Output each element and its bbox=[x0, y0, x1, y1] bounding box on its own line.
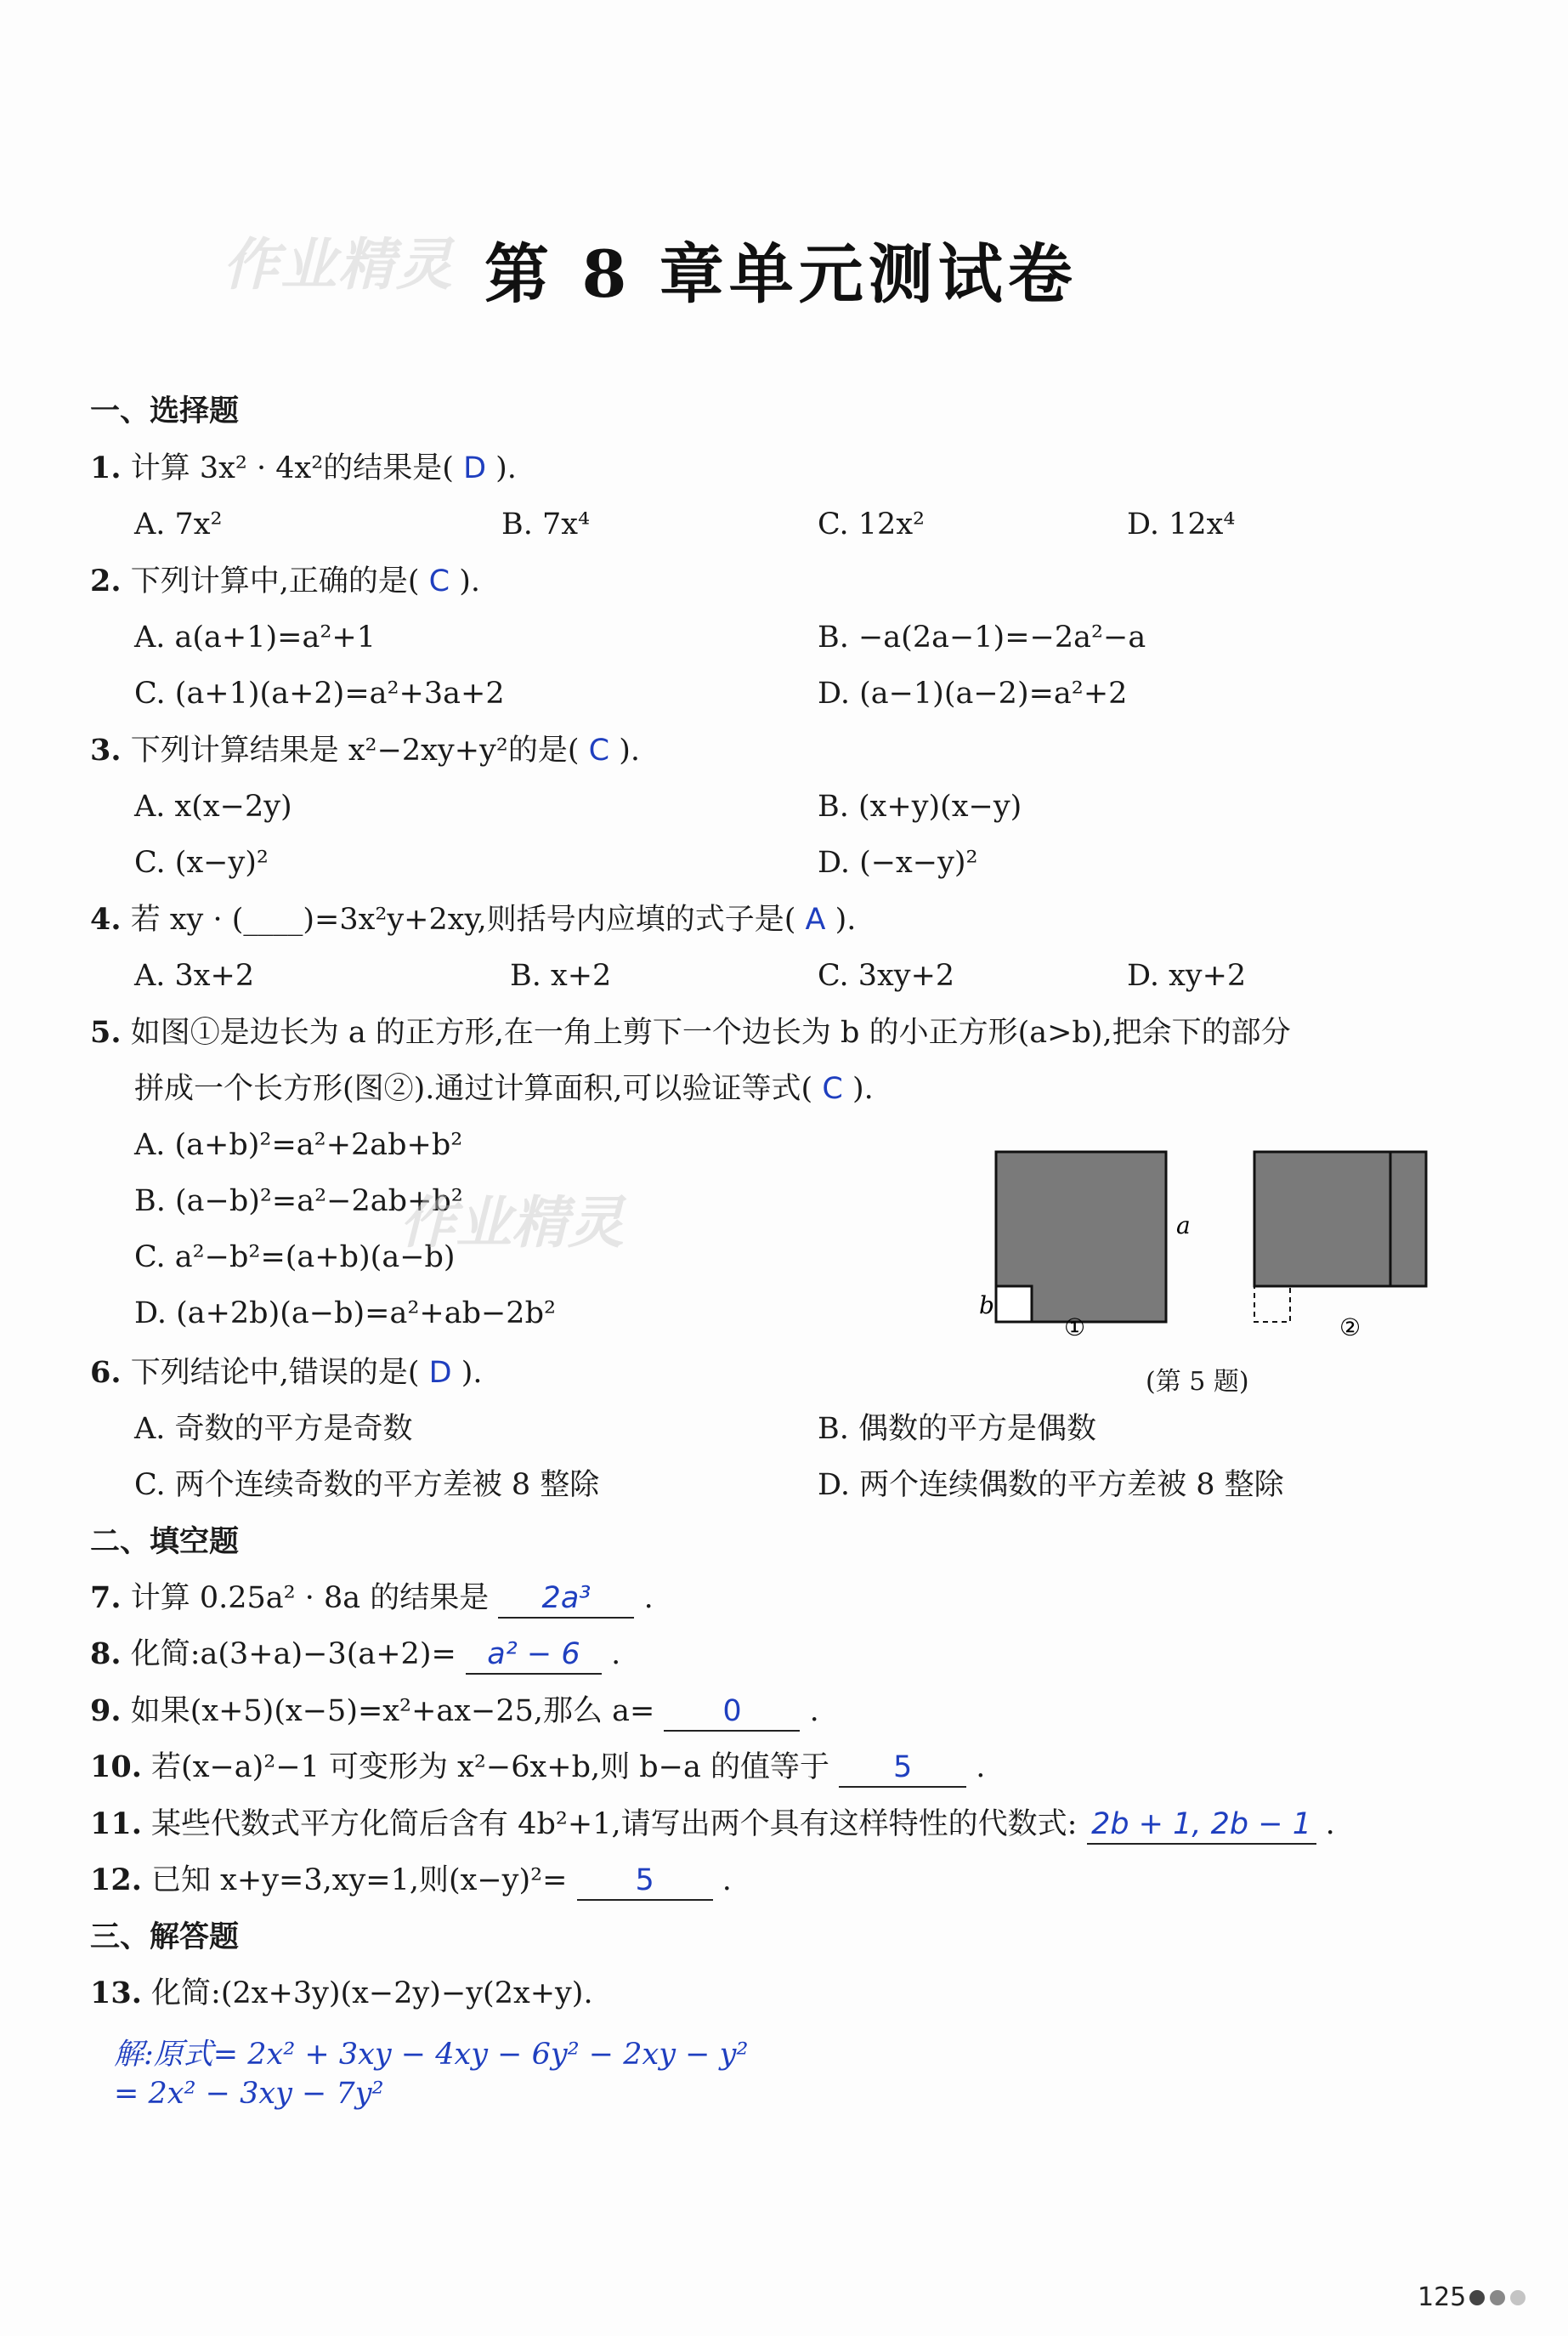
question-number: 3. bbox=[90, 733, 122, 768]
question-end: ). bbox=[495, 451, 517, 485]
answer-blank: 5 bbox=[839, 1749, 966, 1788]
option-d: D. 12x⁴ bbox=[1127, 507, 1236, 541]
option-c: C. a²−b²=(a+b)(a−b) bbox=[134, 1240, 456, 1274]
watermark-logo: 作业精灵 bbox=[399, 1190, 624, 1256]
label-b: b bbox=[979, 1291, 994, 1319]
question-5-line2 bbox=[134, 1070, 874, 1108]
page-dots-icon bbox=[1469, 2288, 1537, 2309]
solution-line-2: = 2x² − 3xy − 7y² bbox=[114, 2077, 384, 2111]
option-c: C. 3xy+2 bbox=[818, 959, 955, 993]
question-stem: 化简:(2x+3y)(x−2y)−y(2x+y). bbox=[151, 1976, 593, 2010]
question-end: ). bbox=[835, 903, 857, 937]
answer: C bbox=[588, 734, 610, 768]
question-end: . bbox=[1325, 1807, 1335, 1841]
question-number: 10. bbox=[90, 1749, 142, 1784]
question-stem: 下列计算中,正确的是( bbox=[130, 564, 420, 598]
option-c: C. 12x² bbox=[818, 507, 926, 541]
question-4 bbox=[90, 901, 856, 938]
label-a: a bbox=[1176, 1211, 1191, 1239]
question-end: . bbox=[976, 1750, 986, 1784]
option-c: C. (x−y)² bbox=[134, 846, 269, 880]
answer: A bbox=[805, 903, 826, 937]
question-stem: 计算 0.25a² · 8a 的结果是 bbox=[130, 1581, 490, 1615]
option-a: A. 奇数的平方是奇数 bbox=[134, 1412, 413, 1446]
question-number: 1. bbox=[90, 451, 122, 485]
question-end: . bbox=[643, 1581, 654, 1615]
option-b: B. 偶数的平方是偶数 bbox=[818, 1412, 1096, 1446]
question-number: 8. bbox=[90, 1636, 122, 1671]
question-stem: 计算 3x² · 4x²的结果是( bbox=[130, 451, 454, 485]
answer-blank: 2a³ bbox=[498, 1579, 634, 1619]
question-number: 6. bbox=[90, 1355, 122, 1390]
option-b: B. (x+y)(x−y) bbox=[818, 790, 1022, 824]
question-number: 12. bbox=[90, 1863, 142, 1897]
option-d: D. (−x−y)² bbox=[818, 846, 978, 880]
answer-blank: 5 bbox=[577, 1862, 713, 1901]
option-d: D. xy+2 bbox=[1127, 959, 1247, 993]
answer: C bbox=[822, 1072, 843, 1106]
question-stem: 化简:a(3+a)−3(a+2)= bbox=[130, 1637, 456, 1671]
figure-2-label: ② bbox=[1339, 1313, 1361, 1341]
question-stem: 下列结论中,错误的是( bbox=[130, 1356, 420, 1390]
page-title: 第 8 章单元测试卷 bbox=[484, 236, 1078, 312]
question-number: 9. bbox=[90, 1693, 122, 1728]
question-number: 2. bbox=[90, 564, 122, 598]
question-10 bbox=[90, 1749, 985, 1788]
question-number: 4. bbox=[90, 902, 122, 937]
question-number: 13. bbox=[90, 1976, 142, 2010]
figure-1-label: ① bbox=[1064, 1313, 1086, 1341]
option-c: C. (a+1)(a+2)=a²+3a+2 bbox=[134, 677, 505, 711]
option-a: A. x(x−2y) bbox=[134, 790, 292, 824]
question-13 bbox=[90, 1975, 593, 2012]
question-end: ). bbox=[461, 1356, 483, 1390]
answer-blank: 0 bbox=[664, 1692, 800, 1732]
question-3 bbox=[90, 732, 640, 769]
rectangle-figure-2 bbox=[1254, 1152, 1426, 1286]
option-d: D. 两个连续偶数的平方差被 8 整除 bbox=[818, 1468, 1284, 1502]
question-end: ). bbox=[852, 1072, 874, 1106]
section-heading-solve: 三、解答题 bbox=[90, 1920, 240, 1954]
question-stem: 如果(x+5)(x−5)=x²+ax−25,那么 a= bbox=[130, 1694, 655, 1728]
question-7 bbox=[90, 1579, 654, 1619]
option-a: A. (a+b)²=a²+2ab+b² bbox=[134, 1128, 463, 1162]
question-stem: 拼成一个长方形(图②).通过计算面积,可以验证等式( bbox=[134, 1072, 813, 1106]
answer: D bbox=[428, 1356, 452, 1390]
dashed-cut-region bbox=[1254, 1286, 1290, 1322]
watermark-logo: 作业精灵 bbox=[223, 232, 454, 298]
option-d: D. (a+2b)(a−b)=a²+ab−2b² bbox=[134, 1296, 556, 1330]
question-2 bbox=[90, 563, 480, 600]
question-stem: 若 xy · (____)=3x²y+2xy,则括号内应填的式子是( bbox=[130, 903, 796, 937]
figure-q5 bbox=[969, 1143, 1445, 1364]
question-11 bbox=[90, 1806, 1335, 1845]
question-stem: 已知 x+y=3,xy=1,则(x−y)²= bbox=[151, 1863, 568, 1897]
answer: C bbox=[428, 564, 450, 598]
solution-line-1: 解:原式= 2x² + 3xy − 4xy − 6y² − 2xy − y² bbox=[114, 2038, 749, 2072]
page-number: 125 bbox=[1418, 2282, 1467, 2312]
option-b: B. −a(2a−1)=−2a²−a bbox=[818, 621, 1146, 655]
question-end: . bbox=[611, 1637, 621, 1671]
figure-caption: (第 5 题) bbox=[1146, 1367, 1249, 1397]
question-stem: 某些代数式平方化简后含有 4b²+1,请写出两个具有这样特性的代数式: bbox=[151, 1807, 1078, 1841]
section-heading-choice: 一、选择题 bbox=[90, 394, 240, 428]
question-number: 7. bbox=[90, 1580, 122, 1615]
question-6 bbox=[90, 1354, 482, 1392]
question-1 bbox=[90, 450, 517, 487]
answer-blank: a² − 6 bbox=[466, 1636, 602, 1675]
question-8 bbox=[90, 1636, 620, 1675]
option-a: A. 3x+2 bbox=[134, 959, 255, 993]
option-a: A. a(a+1)=a²+1 bbox=[134, 621, 376, 655]
question-end: ). bbox=[619, 734, 640, 768]
question-stem: 下列计算结果是 x²−2xy+y²的是( bbox=[130, 734, 580, 768]
question-number: 11. bbox=[90, 1806, 142, 1841]
option-a: A. 7x² bbox=[134, 507, 223, 541]
option-b: B. 7x⁴ bbox=[501, 507, 591, 541]
question-5-line1 bbox=[90, 1014, 1291, 1052]
question-end: ). bbox=[459, 564, 480, 598]
question-stem: 如图①是边长为 a 的正方形,在一角上剪下一个边长为 b 的小正方形(a>b),把余下的部分 bbox=[130, 1016, 1291, 1050]
question-12 bbox=[90, 1862, 732, 1901]
answer-blank: 2b + 1, 2b − 1 bbox=[1087, 1806, 1316, 1845]
option-b: B. x+2 bbox=[510, 959, 612, 993]
question-9 bbox=[90, 1692, 819, 1732]
small-square-cut bbox=[996, 1286, 1032, 1322]
question-end: . bbox=[809, 1694, 819, 1728]
question-number: 5. bbox=[90, 1015, 122, 1050]
question-end: . bbox=[722, 1863, 732, 1897]
option-c: C. 两个连续奇数的平方差被 8 整除 bbox=[134, 1468, 600, 1502]
section-heading-fill: 二、填空题 bbox=[90, 1525, 240, 1559]
option-d: D. (a−1)(a−2)=a²+2 bbox=[818, 677, 1128, 711]
question-stem: 若(x−a)²−1 可变形为 x²−6x+b,则 b−a 的值等于 bbox=[151, 1750, 829, 1784]
option-b: B. (a−b)²=a²−2ab+b² bbox=[134, 1184, 463, 1218]
answer: D bbox=[463, 451, 487, 485]
